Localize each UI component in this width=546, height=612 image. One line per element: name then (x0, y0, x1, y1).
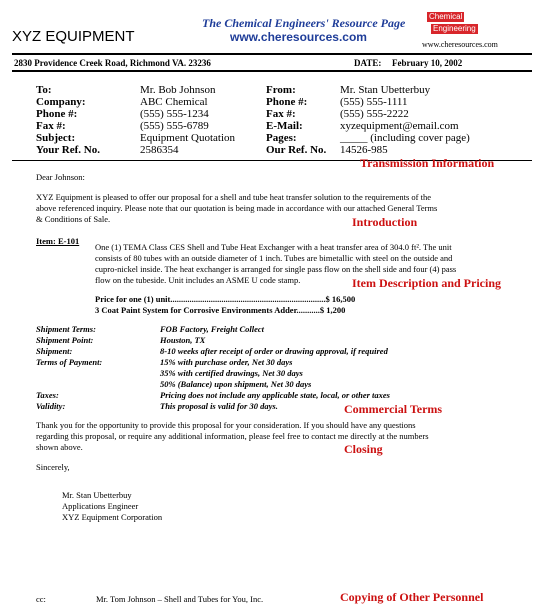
signature-line: Applications Engineer (62, 501, 139, 511)
company-label: Company: (36, 96, 86, 108)
cc-value: Mr. Tom Johnson – Shell and Tubes for You, Inc. (96, 594, 264, 604)
term-value: 15% with purchase order, Net 30 days (160, 357, 293, 367)
term-value: Pricing does not include any applicable state, local, or other taxes (160, 390, 390, 400)
closing-line: Thank you for the opportunity to provide this proposal for your consideration. If you should have any questions (36, 420, 416, 430)
company-value: ABC Chemical (140, 96, 208, 108)
signature-block (62, 490, 162, 523)
term-value: This proposal is valid for 30 days. (160, 401, 278, 411)
term-label: Shipment: (36, 346, 73, 356)
annotation-transmission: Transmission Information (360, 156, 495, 170)
email-label: E-Mail: (266, 120, 303, 132)
closing-line: shown above. (36, 442, 83, 452)
email-value: xyzequipment@email.com (340, 120, 459, 132)
salutation: Dear Johnson: (36, 172, 85, 182)
to-fax-value: (555) 555-6789 (140, 120, 209, 132)
item-line: cupro-nickel inside. The heat exchanger is arranged for single pass flow on the shell side and four (4) pass (95, 264, 457, 274)
logo-word-1: Chemical (429, 12, 463, 21)
to-phone-label: Phone #: (36, 108, 78, 120)
annotation-closing: Closing (344, 442, 383, 456)
date-label: DATE: (354, 58, 382, 68)
price-line: Price for one (1) unit.........................................................................$ 16,500 (95, 294, 356, 304)
term-label: Terms of Payment: (36, 357, 103, 367)
item-line: flow on the tubeside. Unit includes an ASME U code stamp. (95, 275, 301, 285)
term-value: Houston, TX (160, 335, 206, 345)
subject-label: Subject: (36, 132, 76, 144)
from-phone-value: (555) 555-1111 (340, 96, 408, 108)
from-value: Mr. Stan Ubetterbuy (340, 84, 431, 96)
banner-url: www.cheresources.com (230, 30, 367, 44)
annotation-copying: Copying of Other Personnel (340, 590, 484, 604)
our-ref-label: Our Ref. No. (266, 144, 327, 156)
your-ref-value: 2586354 (140, 144, 179, 156)
to-fax-label: Fax #: (36, 120, 66, 132)
subject-value: Equipment Quotation (140, 132, 236, 144)
annotation-item-pricing: Item Description and Pricing (352, 276, 501, 290)
banner-title: The Chemical Engineers' Resource Page (202, 16, 406, 30)
to-value: Mr. Bob Johnson (140, 84, 216, 96)
to-phone-value: (555) 555-1234 (140, 108, 209, 120)
annotation-introduction: Introduction (352, 215, 418, 229)
price-line: 3 Coat Paint System for Corrosive Environments Adder...........$ 1,200 (95, 305, 346, 315)
term-label: Shipment Point: (36, 335, 94, 345)
closing-line: regarding this proposal, or require any additional information, please feel free to contact me directly at the numbers (36, 431, 429, 441)
from-label: From: (266, 84, 296, 96)
cheresources-logo (425, 12, 503, 38)
our-ref-value: 14526-985 (340, 144, 388, 156)
header-rule-bottom (12, 70, 532, 72)
term-value: 35% with certified drawings, Net 30 days (160, 368, 303, 378)
intro-line: XYZ Equipment is pleased to offer our proposal for a shell and tube heat transfer solution to the requirements of the (36, 192, 431, 202)
your-ref-label: Your Ref. No. (36, 144, 100, 156)
from-fax-label: Fax #: (266, 108, 296, 120)
logo-word-2: Engineering (433, 24, 476, 33)
signature-line: Mr. Stan Ubetterbuy (62, 490, 132, 500)
company-name: XYZ EQUIPMENT (12, 28, 135, 45)
signature-line: XYZ Equipment Corporation (62, 512, 163, 522)
term-value: FOB Factory, Freight Collect (160, 324, 265, 334)
intro-line: & Conditions of Sale. (36, 214, 111, 224)
cc-label: cc: (36, 594, 46, 604)
pages-value: _____ (including cover page) (340, 132, 470, 144)
from-phone-label: Phone #: (266, 96, 308, 108)
intro-line: above referenced inquiry. Please note that our quotation is being made in accordance with our attached General Terms (36, 203, 438, 213)
term-label: Taxes: (36, 390, 59, 400)
header-rule-top (12, 53, 532, 55)
term-value: 8-10 weeks after receipt of order or drawing approval, if required (160, 346, 388, 356)
logo-url: www.cheresources.com (422, 40, 498, 49)
term-label: Validity: (36, 401, 66, 411)
term-value: 50% (Balance) upon shipment, Net 30 days (160, 379, 312, 389)
annotation-commercial: Commercial Terms (344, 402, 443, 416)
term-label: Shipment Terms: (36, 324, 96, 334)
item-heading: Item: E-101 (36, 236, 80, 246)
date-value: February 10, 2002 (392, 58, 463, 68)
company-address: 2830 Providence Creek Road, Richmond VA. 23236 (14, 58, 211, 68)
from-fax-value: (555) 555-2222 (340, 108, 409, 120)
sign-off: Sincerely, (36, 462, 70, 472)
item-line: One (1) TEMA Class CES Shell and Tube Heat Exchanger with a heat transfer area of 304.0 ft². The unit (95, 242, 452, 252)
pricing-block (95, 294, 355, 316)
pages-label: Pages: (266, 132, 297, 144)
item-line: consists of 80 tubes with an outside diameter of 1 inch. Tubes are bimetallic with steel on the outside and (95, 253, 453, 263)
to-label: To: (36, 84, 52, 96)
